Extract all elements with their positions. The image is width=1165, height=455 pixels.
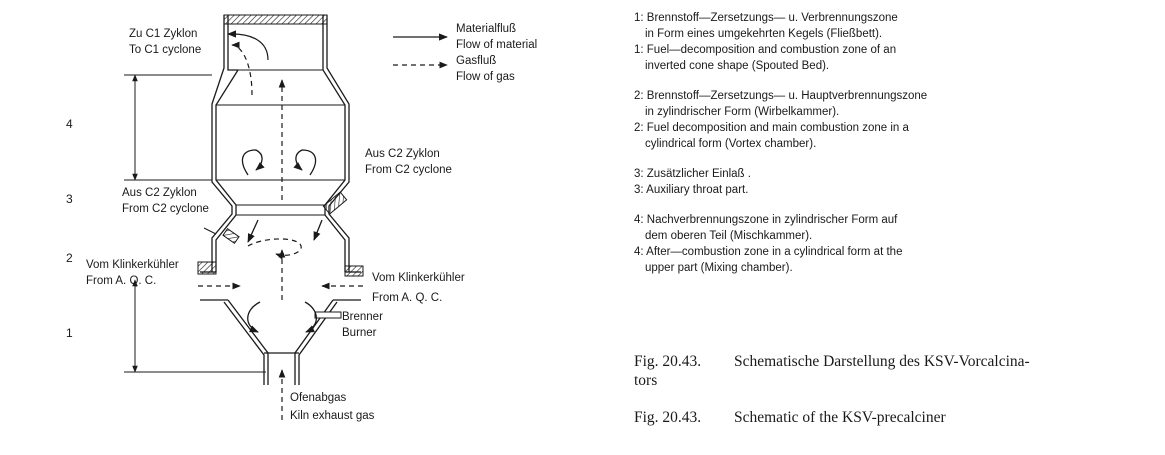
vessel-wall-right [323,15,349,272]
caption-german-text-line-1: Schematische Darstellung des KSV-Vorcalcina- [734,353,1030,370]
label-kiln-de: Ofenabgas [290,392,347,404]
zone-number-2: 2 [66,251,73,265]
description-4-de-line-2: dem oberen Teil (Mischkammer). [645,230,813,242]
zone-dimension-lines [124,75,266,372]
description-1-en-line-1: 1: Fuel—decomposition and combustion zone of an [634,44,897,56]
c2-inlet-right [323,192,346,214]
description-2-de-line-2: in zylindrischer Form (Wirbelkammer). [645,106,840,118]
description-1-en-line-2: inverted cone shape (Spouted Bed). [645,60,830,72]
label-cooler-right-de: Vom Klinkerkühler [372,272,465,284]
description-4-de-line-1: 4: Nachverbrennungszone in zylindrischer Form auf [634,214,898,226]
label-cooler-right-en: From A. Q. C. [372,292,443,304]
legend-material-en: Flow of material [456,39,538,51]
burner-pipe [315,312,341,318]
caption-german-text-line-2: tors [634,372,658,389]
description-2-de-line-1: 2: Brennstoff—Zersetzungs— u. Hauptverbrennungszone [634,90,928,102]
zone-number-3: 3 [66,192,73,206]
zone-number-1: 1 [66,326,73,340]
cone-section [200,272,361,385]
c2-inlet-left [223,229,239,244]
description-zone-3 [634,166,1014,198]
label-from-c2-right-en: From C2 cyclone [365,164,452,176]
description-1-de-line-1: 1: Brennstoff—Zersetzungs— u. Verbrennungszone [634,12,898,24]
label-to-c1-en: To C1 cyclone [129,44,202,56]
caption-english-number: Fig. 20.43. [634,409,702,426]
cooler-duct-right [345,266,363,276]
legend-material-de: Materialfluß [456,23,517,35]
description-3-en-line-1: 3: Auxiliary throat part. [634,184,749,196]
label-burner-en: Burner [342,327,377,339]
caption-english [634,408,1154,427]
label-burner-de: Brenner [342,311,383,323]
label-from-c2-right-de: Aus C2 Zyklon [365,148,440,160]
label-kiln-en: Kiln exhaust gas [290,410,375,422]
label-cooler-left-de: Vom Klinkerkühler [86,259,179,271]
label-from-c2-left-en: From C2 cyclone [122,203,209,215]
legend-gas-de: Gasfluß [456,55,497,67]
zone-number-4: 4 [66,117,73,131]
label-from-c2-left-de: Aus C2 Zyklon [122,187,197,199]
description-2-en-line-2: cylindrical form (Vortex chamber). [645,138,817,150]
description-zone-4 [634,212,1014,276]
internal-zone-lines [216,70,345,215]
caption-german [634,352,1154,390]
caption-german-number: Fig. 20.43. [634,353,702,370]
caption-english-text: Schematic of the KSV-precalciner [734,409,946,426]
top-collar [224,15,327,24]
label-cooler-left-en: From A. Q. C. [86,275,157,287]
description-2-en-line-1: 2: Fuel decomposition and main combustion zone in a [634,122,909,134]
description-zone-1 [634,10,1014,74]
material-flow-arrows [228,34,322,332]
description-1-de-line-2: in Form eines umgekehrten Kegels (Fließbett). [645,28,883,40]
description-4-en-line-2: upper part (Mixing chamber). [645,262,793,274]
cooler-duct-left [198,262,216,274]
description-3-de-line-1: 3: Zusätzlicher Einlaß . [634,168,751,180]
label-to-c1-de: Zu C1 Zyklon [129,28,198,40]
flow-legend [393,23,537,83]
legend-gas-en: Flow of gas [456,71,515,83]
outlet-elbow [232,34,268,60]
description-4-en-line-1: 4: After—combustion zone in a cylindrical form at the [634,246,903,258]
description-zone-2 [634,88,1014,152]
zone-descriptions [634,10,1014,290]
